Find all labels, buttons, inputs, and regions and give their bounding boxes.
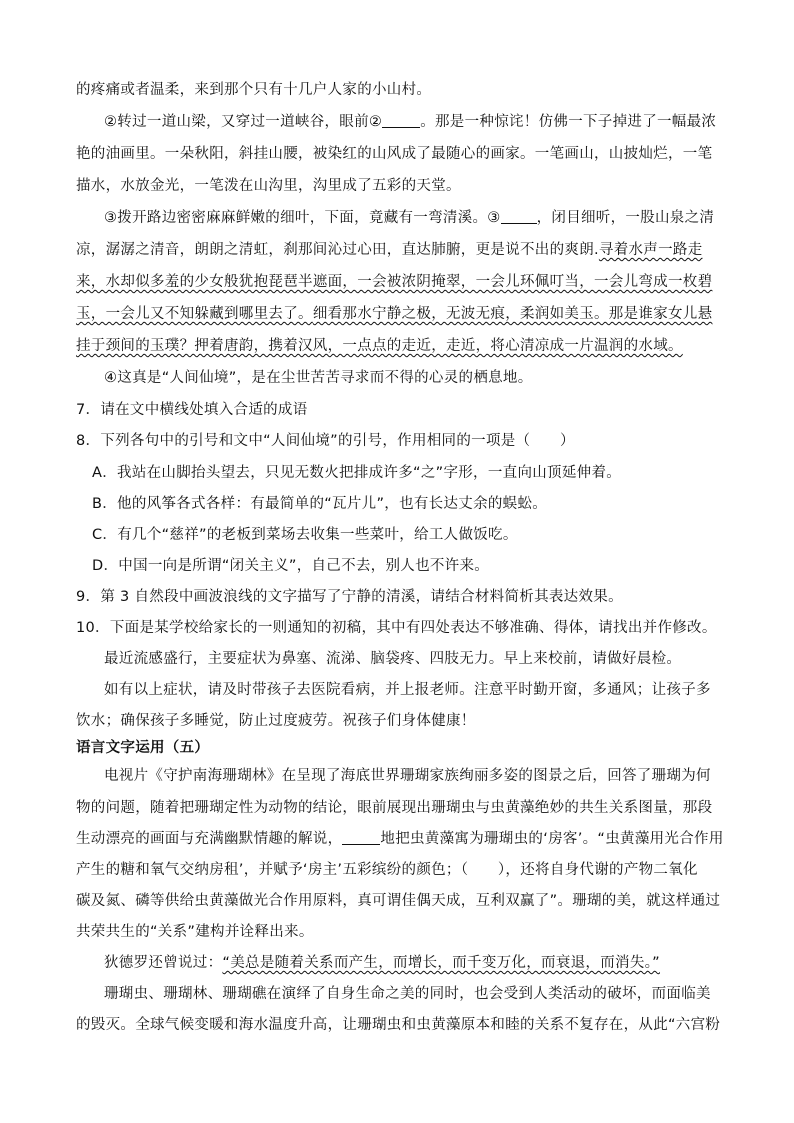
option-b (92, 494, 742, 514)
wavy-underlined-text: 细看那水宁静之极，无波无痕，柔润如美玉。那是谁家女儿悬 (312, 306, 713, 322)
text: 艳的油画里。一朵秋阳，斜挂山腰，被染红的山风成了最随心的画家。一笔画山，山披灿烂，一笔 (76, 146, 713, 162)
question-8 (76, 431, 726, 451)
text: 碳及氮、磷等供给虫黄藻做光合作用原料，真可谓佳偶天成，互利双赢了”。珊瑚的美，就这样通过 (76, 893, 721, 909)
text: 产生的糖和氧气交纳房租’，并赋予‘房主’五彩缤纷的颜色；（ ），还将自身代谢的产物二氧化 (76, 862, 698, 878)
notice-line-1 (104, 649, 754, 669)
paragraph-3-line-4 (76, 304, 726, 324)
text: C．有几个“慈祥”的老板到菜场去收集一些菜叶，给工人做饭吃。 (92, 527, 518, 543)
option-a (92, 463, 742, 483)
text: 的疼痛或者温柔，来到那个只有十几户人家的小山村。 (76, 82, 432, 98)
text: 。那是一种惊诧！仿佛一下子掉进了一幅最浓 (420, 114, 717, 130)
paragraph-4 (104, 368, 754, 388)
question-9 (76, 587, 726, 607)
wavy-underlined-text: 玉，一会儿又不知躲藏到哪里去了。 (76, 306, 313, 322)
fill-blank-3[interactable] (501, 209, 537, 224)
text: 描水，水放金光，一笔泼在山沟里，沟里成了五彩的天堂。 (76, 178, 461, 194)
text: 电视片《守护南海珊瑚林》在呈现了海底世界珊瑚家族绚丽多姿的图景之后，回答了珊瑚为何 (104, 768, 711, 784)
wavy-underlined-text: 来，水却似多羞的少女般犹抱琵琶半遮面，一会被浓阴掩翠，一会儿环佩叮当，一会儿弯成一枚碧 (76, 274, 713, 290)
option-d (92, 556, 742, 576)
text: 饮水；确保孩子多睡觉，防止过度疲劳。祝孩子们身体健康！ (76, 713, 476, 729)
wavy-underlined-quote: “美总是随着关系而产生，而增长，而千变万化，而衰退，而消失。” (222, 955, 660, 971)
section5-line-4 (76, 860, 726, 880)
paragraph-3-line-1 (104, 208, 754, 228)
notice-line-2 (104, 680, 754, 700)
section5-line-3 (76, 829, 726, 849)
text: 物的问题，随着把珊瑚定性为动物的结论，眼前展现出珊瑚虫与虫黄藻绝妙的共生关系图量，那段 (76, 800, 713, 816)
text: D．中国一向是所谓“闭关主义”，自己不去，别人也不许来。 (92, 558, 490, 574)
text: 生动漂亮的画面与充满幽默情趣的解说， (76, 831, 343, 847)
text: A．我站在山脚抬头望去，只见无数火把排成许多“之”字形，一直向山顶延伸着。 (92, 465, 622, 481)
text: ，闭目细听，一股山泉之清 (536, 210, 715, 226)
text: 的毁灭。全球气候变暖和海水温度升高，让珊瑚虫和虫黄藻原本和睦的关系不复存在，从此“六宫粉 (76, 1017, 721, 1033)
text: 地把虫黄藻寓为珊瑚虫的‘房客’。“虫黄藻用光合作用 (380, 831, 724, 847)
section5-line-8 (104, 984, 754, 1004)
text: 如有以上症状，请及时带孩子去医院看病，并上报老师。注意平时勤开窗，多通风；让孩子多 (104, 682, 711, 698)
question-7 (76, 400, 726, 420)
text: 凉，潺潺之清音，朗朗之清虹，刹那间沁过心田，直达肺腑，更是说不出的爽朗. (76, 242, 599, 258)
section5-line-2 (76, 798, 726, 818)
question-10 (76, 618, 726, 638)
passage-line (76, 80, 726, 100)
section5-line-7 (104, 953, 754, 973)
text: ④这真是“人间仙境”，是在尘世苦苦寻求而不得的心灵的栖息地。 (104, 370, 533, 386)
text: 8．下列各句中的引号和文中“人间仙境”的引号，作用相同的一项是（ ） (76, 433, 575, 449)
paragraph-2-line-2 (76, 144, 726, 164)
paragraph-2-line-3 (76, 176, 726, 196)
paragraph-2-line-1 (104, 112, 754, 132)
paragraph-3-line-5 (76, 336, 726, 356)
text: 共荣共生的“关系”建构并诠释出来。 (76, 924, 314, 940)
wavy-underlined-text: 寻着水声一路走 (598, 242, 703, 258)
paragraph-3-line-2 (76, 240, 726, 260)
section-heading (76, 738, 726, 758)
text: ②转过一道山梁，又穿过一道峡谷，眼前② (104, 114, 383, 130)
wavy-underlined-text: 挂于颈间的玉璞？押着唐韵，携着汉风，一点点的走近，走近，将心清凉成一片温润的水域。 (76, 338, 683, 354)
section5-line-1 (104, 766, 754, 786)
fill-blank-2[interactable] (382, 113, 420, 128)
fill-blank[interactable] (342, 830, 380, 845)
option-c (92, 525, 742, 545)
text: 7．请在文中横线处填入合适的成语 (76, 402, 308, 418)
text: 狄德罗还曾说过： (104, 955, 223, 971)
text: 最近流感盛行，主要症状为鼻塞、流涕、脑袋疼、四肢无力。早上来校前，请做好晨检。 (104, 651, 682, 667)
heading-text: 语言文字运用（五） (76, 740, 210, 756)
text: ③拨开路边密密麻麻鲜嫩的细叶，下面，竟藏有一弯清溪。③ (104, 210, 501, 226)
section5-line-6 (76, 922, 726, 942)
text: 10．下面是某学校给家长的一则通知的初稿，其中有四处表达不够准确、得体，请找出并作修改。 (76, 620, 717, 636)
text: 珊瑚虫、珊瑚林、珊瑚礁在演绎了自身生命之美的同时，也会受到人类活动的破坏，而面临美 (104, 986, 711, 1002)
section5-line-9 (76, 1015, 726, 1035)
text: 9．第 3 自然段中画波浪线的文字描写了宁静的清溪，请结合材料简析其表达效果。 (76, 589, 623, 605)
notice-line-3 (76, 711, 726, 731)
text: B．他的风筝各式各样：有最简单的“瓦片儿”，也有长达丈余的蜈蚣。 (92, 496, 548, 512)
section5-line-5 (76, 891, 726, 911)
paragraph-3-line-3 (76, 272, 726, 292)
